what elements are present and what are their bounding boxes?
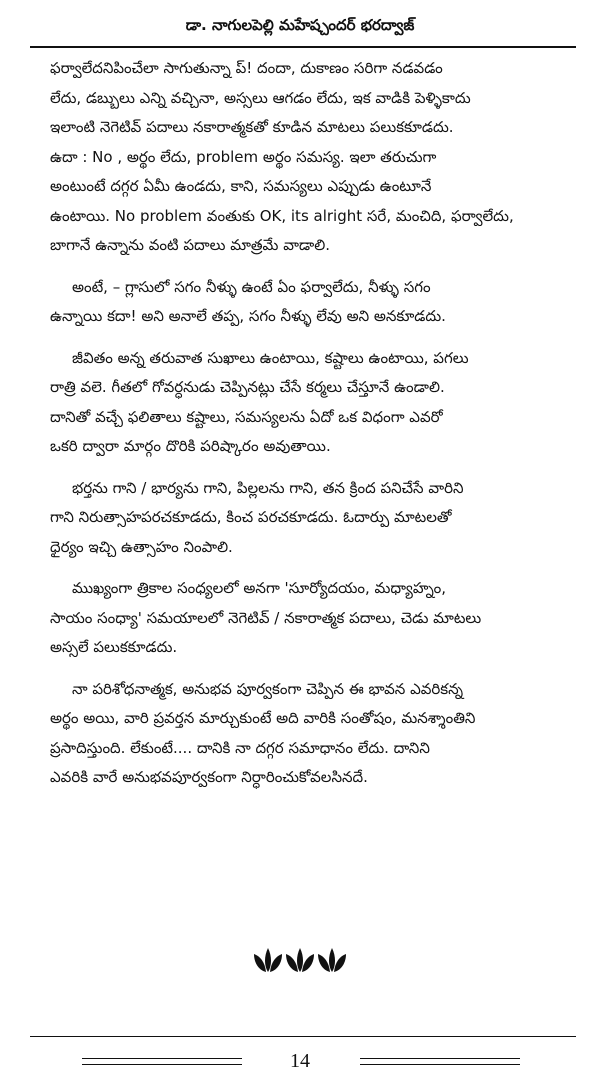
paragraph: [50, 54, 578, 261]
text-line: బాగానే ఉన్నాను వంటి పదాలు మాత్రమే వాడాలి.: [50, 236, 330, 254]
text-line: ఎవరికి వారే అనుభవపూర్వకంగా నిర్ధారించుకోవలసినదే.: [50, 768, 368, 786]
text-line: అర్థం అయి, వారి ప్రవర్తన మార్చుకుంటే అది వారికి సంతోషం, మనశ్శాంతిని: [50, 709, 476, 727]
paragraph: [50, 574, 578, 663]
header-rule: [30, 46, 576, 48]
text-line: ధైర్యం ఇచ్చి ఉత్సాహం నింపాలి.: [50, 537, 233, 556]
body-text: [50, 54, 578, 805]
paragraph: [50, 474, 578, 563]
lotus-ornament-icon: [0, 946, 600, 978]
text-line: సాయం సంధ్యా' సమయాలలో నెగెటివ్ / నకారాత్మక పదాలు, చెడు మాటలు: [50, 608, 482, 627]
text-line: జీవితం అన్న తరువాత సుఖాలు ఉంటాయి, కష్టాలు ఉంటాయి, పగలు: [72, 348, 469, 367]
footer-rule: [30, 1036, 576, 1037]
paragraph: [50, 675, 578, 793]
footer-double-rule-right: [360, 1058, 520, 1065]
footer-double-rule-left: [82, 1058, 242, 1065]
text-line: ఫర్వాలేదనిపించేలా సాగుతున్నా ప్! దందా, దుకాణం సరిగా నడవడం: [50, 59, 443, 77]
text-line: ఒకరి ద్వారా మార్గం దొరికి పరిష్కారం అవుతాయి.: [50, 437, 331, 455]
paragraph: [50, 344, 578, 462]
lotus-ornament-icon: [252, 946, 348, 974]
text-line: ఉంటాయి. No problem వంతుకు OK, its alright సరే, మంచిది, ఫర్వాలేదు,: [50, 206, 514, 225]
text-line: భర్తను గాని / భార్యను గాని, పిల్లలను గాని, తన క్రింద పనిచేసే వారిని: [72, 478, 464, 497]
text-line: ఇలాంటి నెగెటివ్ పదాలు నకారాత్మకతో కూడిన మాటలు పలుకకూడదు.: [50, 118, 454, 136]
text-line: అస్సలే పలుకకూడదు.: [50, 638, 178, 656]
text-line: అంటే, – గ్లాసులో సగం నీళ్ళు ఉంటే ఏం ఫర్వాలేదు, నీళ్ళు సగం: [72, 277, 431, 296]
text-line: ఉదా : No , అర్థం లేదు, problem అర్థం సమస్య. ఇలా తరుచుగా: [50, 147, 437, 166]
text-line: నా పరిశోధనాత్మక, అనుభవ పూర్వకంగా చెప్పిన ఈ భావన ఎవరికన్న: [72, 679, 464, 698]
text-line: దానితో వచ్చే ఫలితాలు కష్టాలు, సమస్యలను ఏదో ఒక విధంగా ఎవరో: [50, 407, 443, 426]
page-number: 14: [290, 1050, 310, 1072]
paragraph: [50, 273, 578, 332]
text-line: అంటుంటే దగ్గర ఏమీ ఉండదు, కాని, సమస్యలు ఎప్పుడు ఉంటూనే: [50, 177, 432, 195]
text-line: ముఖ్యంగా త్రికాల సంధ్యలలో అనగా 'సూర్యోదయం, మధ్యాహ్నం,: [72, 579, 446, 597]
text-line: గాని నిరుత్సాహపరచకూడదు, కించ పరచకూడదు. ఓదార్పు మాటలతో: [50, 508, 452, 526]
text-line: లేదు, డబ్బులు ఎన్ని వచ్చినా, అస్సలు ఆగడం లేదు, ఇక వాడికి పెళ్ళికాదు: [50, 88, 471, 107]
text-line: ప్రసాదిస్తుంది. లేకుంటే.... దానికి నా దగ్గర సమాధానం లేదు. దానిని: [50, 738, 430, 757]
running-header: డా. నాగులపెల్లి మహేష్చందర్ భరద్వాజ్: [185, 16, 415, 34]
text-line: ఉన్నాయి కదా! అని అనాలే తప్ప, సగం నీళ్ళు లేవు అని అనకూడదు.: [50, 307, 446, 325]
text-line: రాత్రి వలె. గీతలో గోవర్ధనుడు చెప్పినట్లు చేసే కర్మలు చేస్తూనే ఉండాలి.: [50, 378, 445, 396]
